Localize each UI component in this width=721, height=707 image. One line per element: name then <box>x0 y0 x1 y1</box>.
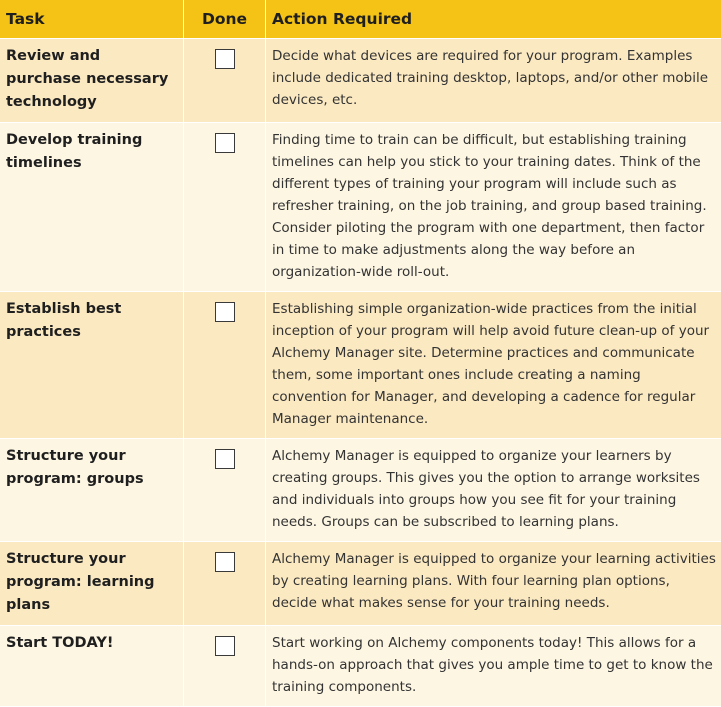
done-cell <box>184 439 266 542</box>
done-checkbox[interactable] <box>215 449 235 469</box>
task-name: Establish best practices <box>0 292 184 439</box>
done-checkbox[interactable] <box>215 302 235 322</box>
table-row <box>0 626 721 707</box>
task-name: Structure your program: groups <box>0 439 184 542</box>
task-column-header: Task <box>0 0 184 39</box>
task-name: Structure your program: learning plans <box>0 542 184 626</box>
done-cell <box>184 39 266 123</box>
table-row <box>0 542 721 626</box>
done-cell <box>184 626 266 707</box>
task-name: Start TODAY! <box>0 626 184 707</box>
done-cell <box>184 292 266 439</box>
task-name: Develop training timelines <box>0 123 184 292</box>
action-column-header: Action Required <box>266 0 721 39</box>
action-text: Alchemy Manager is equipped to organize your learners by creating groups. This gives you the option to arrange worksites and individuals into groups how you see fit for your training needs. Groups can be subscribed to learning plans. <box>266 439 721 542</box>
table-row <box>0 39 721 123</box>
done-checkbox[interactable] <box>215 133 235 153</box>
action-text: Start working on Alchemy components today! This allows for a hands-on approach that gives you ample time to get to know the training components. <box>266 626 721 707</box>
action-text: Alchemy Manager is equipped to organize your learning activities by creating learning plans. With four learning plan options, decide what makes sense for your training needs. <box>266 542 721 626</box>
done-cell <box>184 123 266 292</box>
action-text: Finding time to train can be difficult, but establishing training timelines can help you stick to your training dates. Think of the different types of training your program will include such as refresher training, on the job training, and group based training. Consider piloting the program with one department, then factor in time to make adjustments along the way before an organization-wide roll-out. <box>266 123 721 292</box>
done-checkbox[interactable] <box>215 552 235 572</box>
done-checkbox[interactable] <box>215 49 235 69</box>
table-row <box>0 439 721 542</box>
task-name: Review and purchase necessary technology <box>0 39 184 123</box>
action-text: Establishing simple organization-wide practices from the initial inception of your program will help avoid future clean-up of your Alchemy Manager site. Determine practices and communicate them, some important ones include creating a naming convention for Manager, and developing a cadence for regular Manager maintenance. <box>266 292 721 439</box>
done-checkbox[interactable] <box>215 636 235 656</box>
done-column-header: Done <box>184 0 266 39</box>
action-text: Decide what devices are required for your program. Examples include dedicated training desktop, laptops, and/or other mobile devices, etc. <box>266 39 721 123</box>
table-row <box>0 292 721 439</box>
header-row <box>0 0 721 39</box>
table-row <box>0 123 721 292</box>
done-cell <box>184 542 266 626</box>
